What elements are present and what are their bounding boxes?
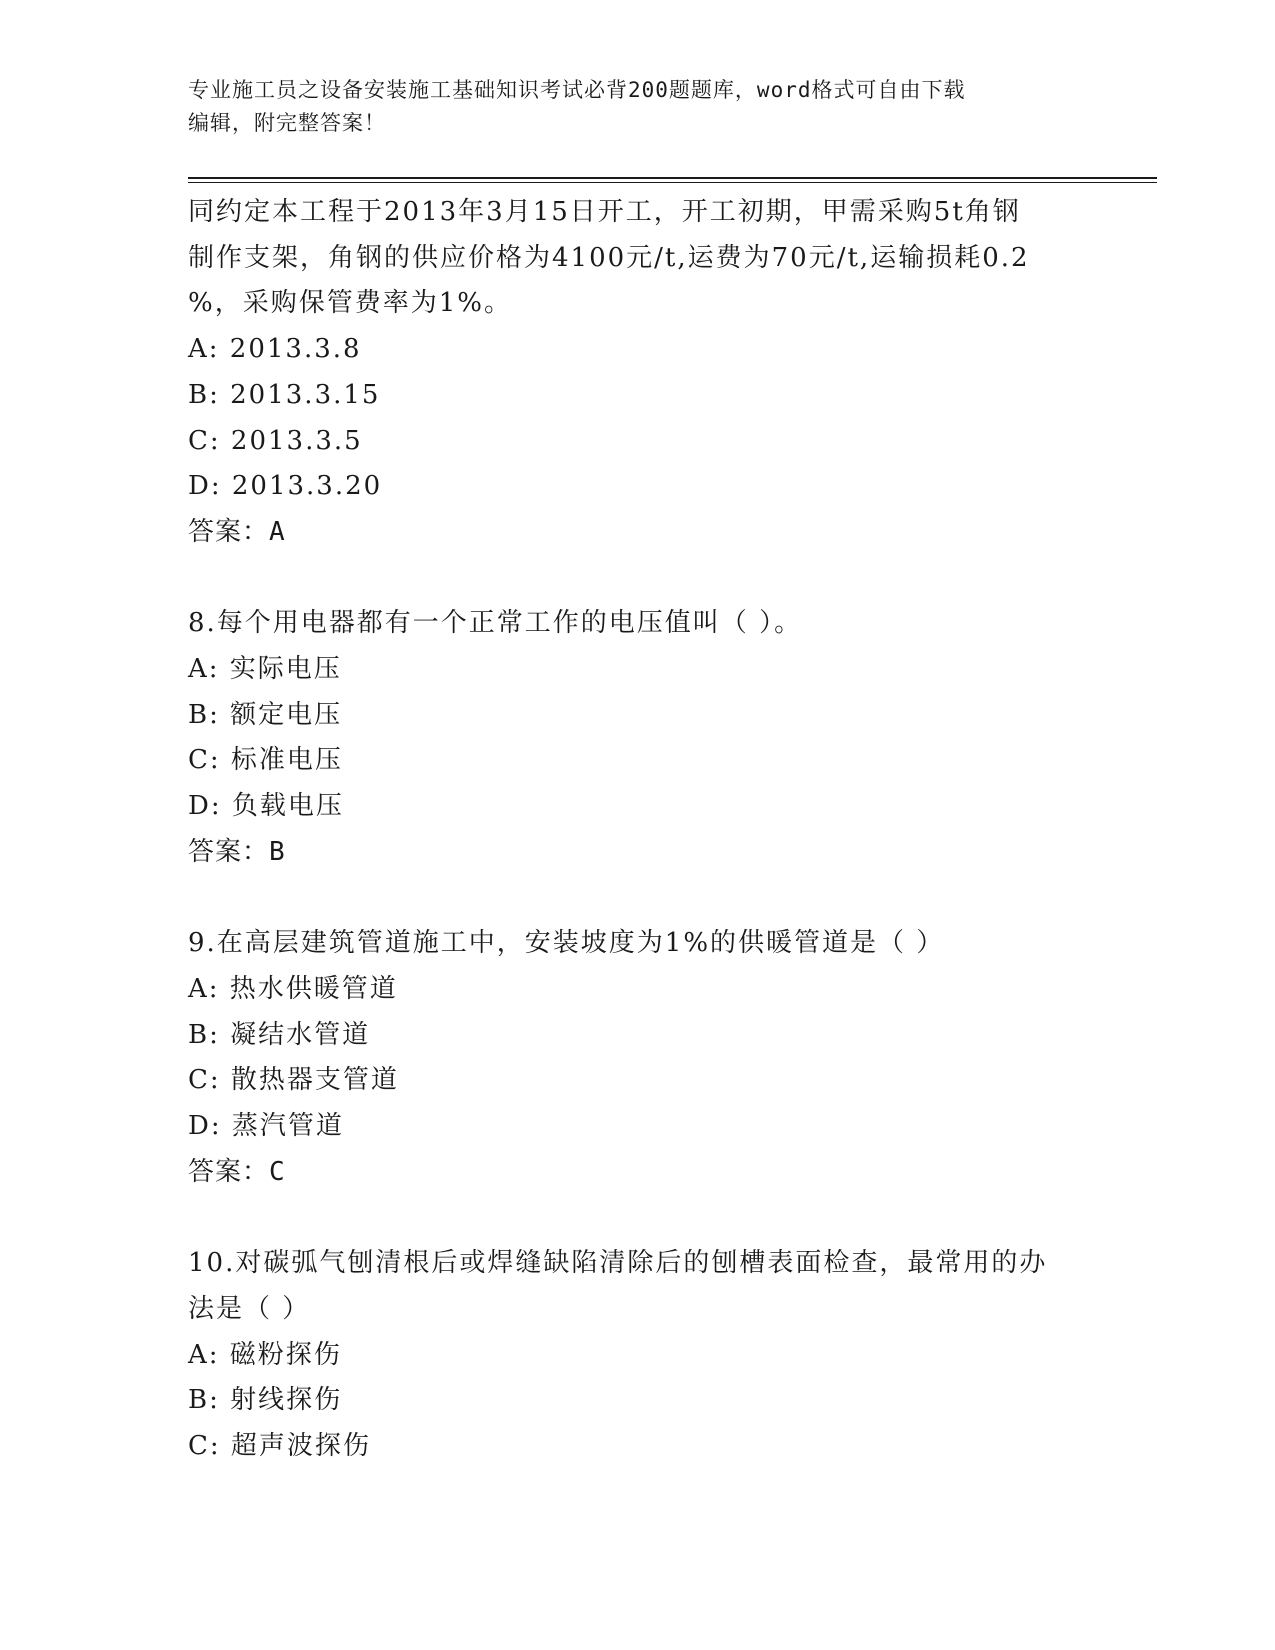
option-a: A: 2013.3.8 xyxy=(188,334,362,365)
question-stem: 8.每个用电器都有一个正常工作的电压值叫（ ）。 xyxy=(188,608,803,639)
question-7 xyxy=(188,190,1088,556)
header-title-line-1: 专业施工员之设备安装施工基础知识考试必背200题题库，word格式可自由下载 xyxy=(188,78,966,102)
question-stem-line: 制作支架，角钢的供应价格为4100元/t,运费为70元/t,运输损耗0.2 xyxy=(188,242,1030,273)
option-b: B: 额定电压 xyxy=(188,699,343,730)
spacer xyxy=(188,1195,1088,1241)
question-list xyxy=(188,190,1088,1470)
answer-label: 答案：C xyxy=(188,1156,286,1187)
option-c: C: 标准电压 xyxy=(188,745,343,776)
option-a: A: 磁粉探伤 xyxy=(188,1339,342,1370)
option-b: B: 凝结水管道 xyxy=(188,1019,371,1050)
option-c: C: 2013.3.5 xyxy=(188,425,363,456)
answer-label: 答案：B xyxy=(188,836,286,867)
option-b: B: 2013.3.15 xyxy=(188,379,381,410)
option-b: B: 射线探伤 xyxy=(188,1385,343,1416)
header-divider-thick xyxy=(188,177,1157,179)
header-title-line-2: 编辑，附完整答案！ xyxy=(188,111,386,135)
option-c: C: 超声波探伤 xyxy=(188,1430,371,1461)
header-divider-thin xyxy=(188,182,1157,183)
option-d: D: 蒸汽管道 xyxy=(188,1111,344,1142)
question-stem-line: 同约定本工程于2013年3月15日开工，开工初期，甲需采购5t角钢 xyxy=(188,197,1021,227)
spacer xyxy=(188,876,1088,922)
question-stem: 9.在高层建筑管道施工中，安装坡度为1%的供暖管道是（ ） xyxy=(188,928,945,959)
question-10 xyxy=(188,1241,1088,1470)
question-stem-line: %，采购保管费率为1%。 xyxy=(188,288,512,319)
spacer xyxy=(188,556,1088,602)
question-8 xyxy=(188,601,1088,875)
document-header xyxy=(188,74,1088,140)
question-stem-line: 10.对碳弧气刨清根后或焊缝缺陷清除后的刨槽表面检查，最常用的办 xyxy=(188,1248,1048,1279)
answer-label: 答案：A xyxy=(188,516,286,547)
option-a: A: 实际电压 xyxy=(188,654,342,685)
option-d: D: 负载电压 xyxy=(188,791,344,822)
question-stem-line: 法是（ ） xyxy=(188,1293,311,1324)
option-d: D: 2013.3.20 xyxy=(188,471,383,502)
question-9 xyxy=(188,921,1088,1195)
option-a: A: 热水供暖管道 xyxy=(188,973,398,1004)
option-c: C: 散热器支管道 xyxy=(188,1065,399,1096)
